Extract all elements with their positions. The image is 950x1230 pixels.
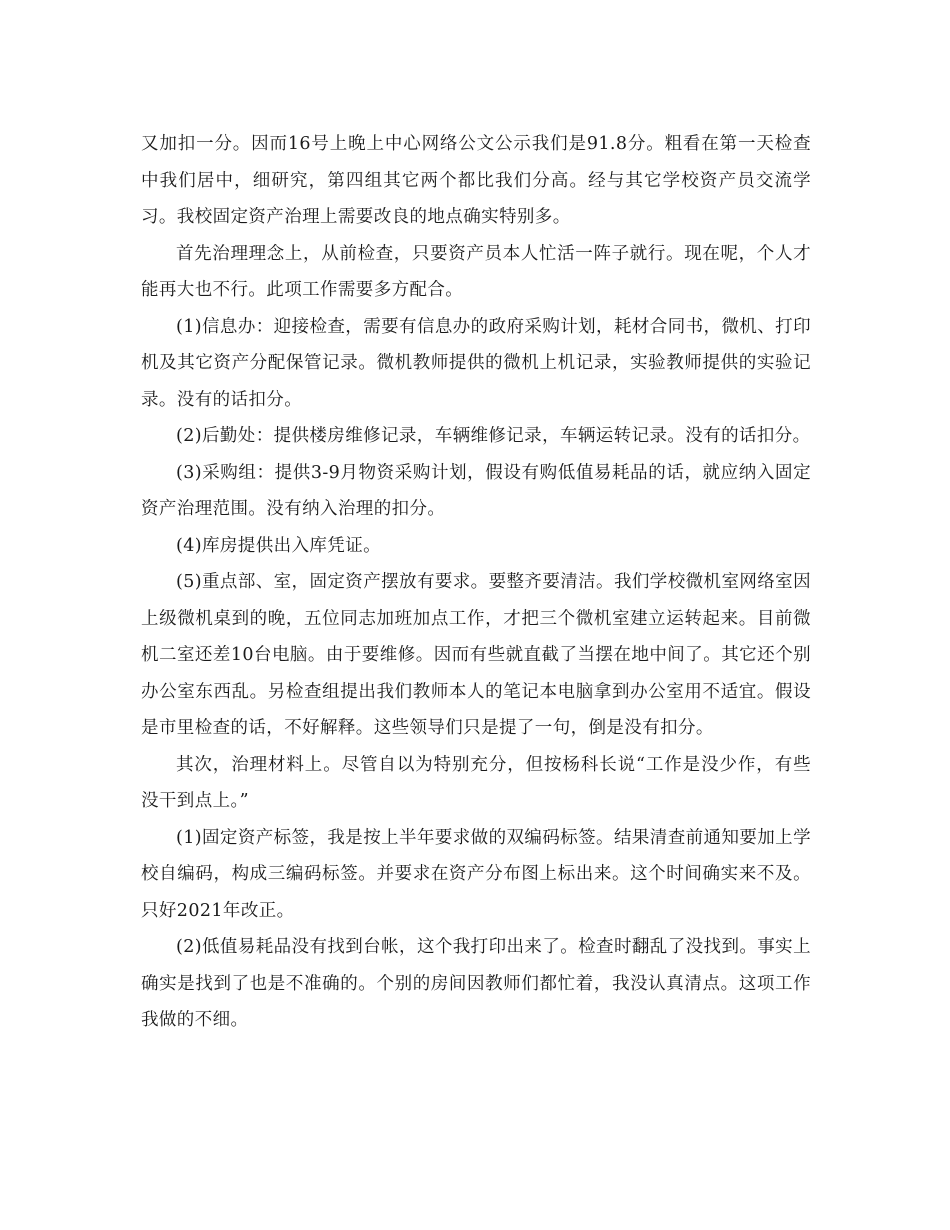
paragraph: (4)库房提供出入库凭证。 bbox=[176, 535, 381, 556]
paragraph: (2)后勤处：提供楼房维修记录，车辆维修记录，车辆运转记录。没有的话扣分。 bbox=[176, 426, 811, 446]
document-body bbox=[141, 126, 811, 1039]
paragraph: 其次，治理材料上。尽管自以为特别充分，但按杨科长说“工作是没少作，有些没干到点上。” bbox=[141, 754, 811, 811]
paragraph: (3)采购组：提供3-9月物资采购计划，假设有购低值易耗品的话，就应纳入固定资产治理范围。没有纳入治理的扣分。 bbox=[141, 462, 811, 519]
paragraph: (1)信息办：迎接检查，需要有信息办的政府采购计划，耗材合同书，微机、打印机及其它资产分配保管记录。微机教师提供的微机上机记录，实验教师提供的实验记录。没有的话扣分。 bbox=[141, 316, 811, 410]
paragraph: 又加扣一分。因而16号上晚上中心网络公文公示我们是91.8分。粗看在第一天检查中我们居中，细研究，第四组其它两个都比我们分高。经与其它学校资产员交流学习。我校固定资产治理上需要改良的地点确实特别多。 bbox=[141, 134, 811, 227]
paragraph: (1)固定资产标签，我是按上半年要求做的双编码标签。结果清查前通知要加上学校自编码，构成三编码标签。并要求在资产分布图上标出来。这个时间确实来不及。只好2021年改正。 bbox=[141, 827, 811, 921]
paragraph: 首先治理理念上，从前检查，只要资产员本人忙活一阵子就行。现在呢，个人才能再大也不行。此项工作需要多方配合。 bbox=[141, 243, 811, 300]
paragraph: (5)重点部、室，固定资产摆放有要求。要整齐要清洁。我们学校微机室网络室因上级微机桌到的晚，五位同志加班加点工作，才把三个微机室建立运转起来。目前微机二室还差10台电脑。由于要维修。因而有些就直截了当摆在地中间了。其它还个别办公室东西乱。另检查组提出我们教师本人的笔记本电脑拿到办公室用不适宜。假设是市里检查的话，不好解释。这些领导们只是提了一句，倒是没有扣分。 bbox=[141, 572, 811, 738]
paragraph: (2)低值易耗品没有找到台帐，这个我打印出来了。检查时翻乱了没找到。事实上确实是找到了也是不准确的。个别的房间因教师们都忙着，我没认真清点。这项工作我做的不细。 bbox=[141, 937, 811, 1030]
